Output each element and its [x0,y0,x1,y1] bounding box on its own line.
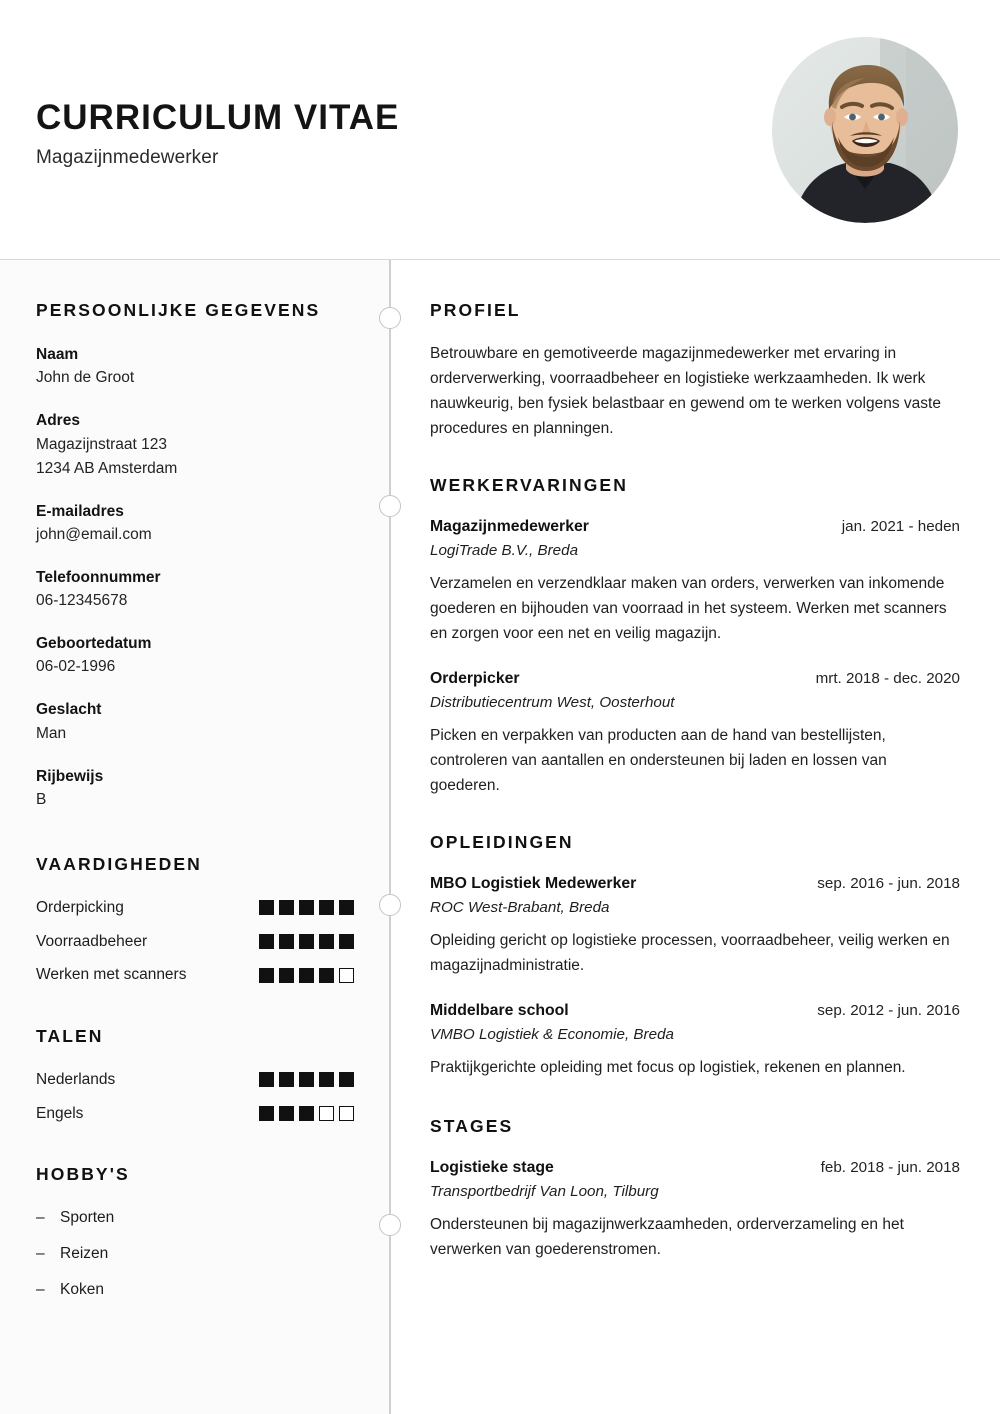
field-value[interactable]: john@email.com [36,525,152,543]
level-square-filled [279,968,294,983]
level-square-empty [339,1106,354,1121]
avatar-photo-icon [772,37,958,223]
hobby-label: Koken [60,1280,104,1298]
education-entry-date: sep. 2016 - jun. 2018 [817,875,960,893]
field-label: Telefoonnummer [36,568,161,586]
level-square-filled [299,934,314,949]
language-level-squares [259,1072,354,1087]
field-label: Geslacht [36,701,102,719]
level-square-filled [259,1072,274,1087]
field-label: Naam [36,346,79,363]
opleidingen-heading: OPLEIDINGEN [430,832,574,853]
education-entry-description: Praktijkgerichte opleiding met focus op logistiek, rekenen en plannen. [430,1059,906,1077]
languages-heading: TALEN [36,1025,104,1046]
level-square-filled [259,900,274,915]
level-square-filled [259,934,274,949]
language-label: Nederlands [36,1070,116,1088]
field-value: B [36,790,47,808]
experience-entry-organisation: LogiTrade B.V., Breda [430,542,579,560]
experience-entry-description: Verzamelen en verzendklaar maken van orders, verwerken van inkomende goederen en bijhouden van voorraad in het systeem. Werken met scanners en zorgen voor een net en veilig magazijn. [430,575,947,643]
education-entry-organisation: ROC West-Brabant, Breda [430,899,610,917]
level-square-filled [259,1106,274,1121]
level-square-filled [299,1072,314,1087]
personal-field-telefoon [36,566,354,613]
language-label: Engels [36,1104,84,1122]
internship-entry [430,1157,960,1262]
field-value: 06-02-1996 [36,658,116,676]
experience-entry-organisation: Distributiecentrum West, Oosterhout [430,694,675,712]
section-profiel [430,300,960,441]
timeline-dot-stages [379,1214,401,1236]
section-werkervaringen [430,475,960,798]
education-entry-head [430,873,960,896]
dash-bullet-icon: – [36,1245,45,1262]
education-entry-organisation: VMBO Logistiek & Economie, Breda [430,1026,674,1044]
header-text-group [36,90,399,168]
language-level-squares [259,1106,354,1121]
dash-bullet-icon: – [36,1209,45,1227]
skill-label: Voorraadbeheer [36,932,148,950]
language-row [36,1103,354,1125]
education-entry-date: sep. 2012 - jun. 2016 [817,1002,960,1020]
level-square-filled [279,1106,294,1121]
experience-list [430,516,960,798]
cv-header [0,0,1000,260]
section-languages [36,1026,354,1124]
personal-field-geslacht [36,698,354,745]
experience-entry [430,516,960,646]
skill-level-squares [259,900,354,915]
page-title: CURRICULUM VITAE [36,98,400,138]
education-entry-description: Opleiding gericht op logistieke processen, voorraadbeheer, veilig werken en magazijnadministratie. [430,932,950,975]
level-square-empty [319,1106,334,1121]
level-square-filled [279,900,294,915]
experience-entry [430,668,960,798]
skill-label: Werken met scanners [36,966,187,984]
hobby-label: Sporten [60,1209,115,1227]
personal-field-adres [36,409,354,480]
level-square-filled [339,1072,354,1087]
experience-entry-title: Magazijnmedewerker [430,518,589,536]
field-value-city: 1234 AB Amsterdam [36,459,178,477]
internship-entry-organisation: Transportbedrijf Van Loon, Tilburg [430,1183,659,1201]
level-square-filled [339,934,354,949]
timeline-line [389,260,391,1414]
timeline-dot-opleidingen [379,894,401,916]
main-column [390,260,1000,1414]
field-value[interactable]: 06-12345678 [36,592,128,610]
internship-entry-description: Ondersteunen bij magazijnwerkzaamheden, orderverzameling en het verwerken van goederenstromen. [430,1215,904,1258]
level-square-filled [299,968,314,983]
section-hobbies [36,1164,354,1300]
sidebar [0,260,390,1414]
hobbies-list [36,1207,354,1300]
education-list [430,873,960,1080]
personal-field-email [36,500,354,547]
education-entry-title: MBO Logistiek Medewerker [430,875,637,893]
timeline-dot-profiel [379,307,401,329]
field-label: E-mailadres [36,502,124,520]
level-square-filled [259,968,274,983]
level-square-filled [319,900,334,915]
personal-field-naam [36,343,354,390]
level-square-empty [339,968,354,983]
profiel-text: Betrouwbare en gemotiveerde magazijnmedewerker met ervaring in orderverwerking, voorraadbeheer en logistieke werkzaamheden. Ik werk nauwkeurig, ben fysiek belastbaar en gewend om te werken volgens vaste procedures en planningen. [430,345,941,438]
hobbies-heading: HOBBY'S [36,1164,130,1185]
field-value-street: Magazijnstraat 123 [36,435,167,453]
level-square-filled [279,1072,294,1087]
skill-level-squares [259,934,354,949]
skills-heading: VAARDIGHEDEN [36,853,202,874]
stages-heading: STAGES [430,1116,514,1137]
language-row [36,1069,354,1091]
education-entry-head [430,1000,960,1023]
personal-field-rijbewijs [36,765,354,812]
field-label: Geboortedatum [36,635,152,653]
experience-entry-title: Orderpicker [430,670,520,688]
education-entry-title: Middelbare school [430,1002,569,1020]
skill-row [36,964,354,986]
experience-entry-date: mrt. 2018 - dec. 2020 [815,670,960,688]
hobby-item [36,1279,354,1301]
dash-bullet-icon: – [36,1280,45,1298]
level-square-filled [299,900,314,915]
avatar [772,37,958,223]
education-entry [430,873,960,978]
page-subtitle: Magazijnmedewerker [36,146,219,168]
internship-entry-head [430,1157,960,1180]
timeline-dot-werkervaringen [379,495,401,517]
profiel-heading: PROFIEL [430,300,521,320]
cv-body [0,260,1000,1414]
skills-list [36,897,354,986]
languages-list [36,1069,354,1124]
section-skills [36,854,354,986]
experience-entry-head [430,516,960,539]
hobby-item [36,1207,354,1229]
level-square-filled [319,968,334,983]
field-label: Adres [36,412,80,430]
skill-row [36,897,354,919]
section-stages [430,1116,960,1262]
level-square-filled [339,900,354,915]
personal-field-geboortedatum [36,632,354,679]
field-value: John de Groot [36,369,135,387]
hobby-item [36,1243,354,1265]
level-square-filled [319,1072,334,1087]
experience-entry-description: Picken en verpakken van producten aan de hand van bestellijsten, controleren van aantallen en ondersteunen bij laden en lossen van goederen. [430,727,887,795]
level-square-filled [319,934,334,949]
section-personal-details [36,300,354,812]
section-opleidingen [430,832,960,1080]
experience-entry-head [430,668,960,691]
skill-level-squares [259,968,354,983]
field-value: Man [36,724,67,742]
level-square-filled [299,1106,314,1121]
internship-entry-title: Logistieke stage [430,1159,554,1177]
hobby-label: Reizen [60,1245,109,1262]
skill-row [36,931,354,953]
experience-entry-date: jan. 2021 - heden [841,518,960,536]
field-label: Rijbewijs [36,767,104,785]
internship-list [430,1157,960,1262]
internship-entry-date: feb. 2018 - jun. 2018 [820,1159,960,1177]
skill-label: Orderpicking [36,898,124,916]
education-entry [430,1000,960,1080]
level-square-filled [279,934,294,949]
werkervaringen-heading: WERKERVARINGEN [430,475,628,496]
personal-details-heading: PERSOONLIJKE GEGEVENS [36,300,321,320]
